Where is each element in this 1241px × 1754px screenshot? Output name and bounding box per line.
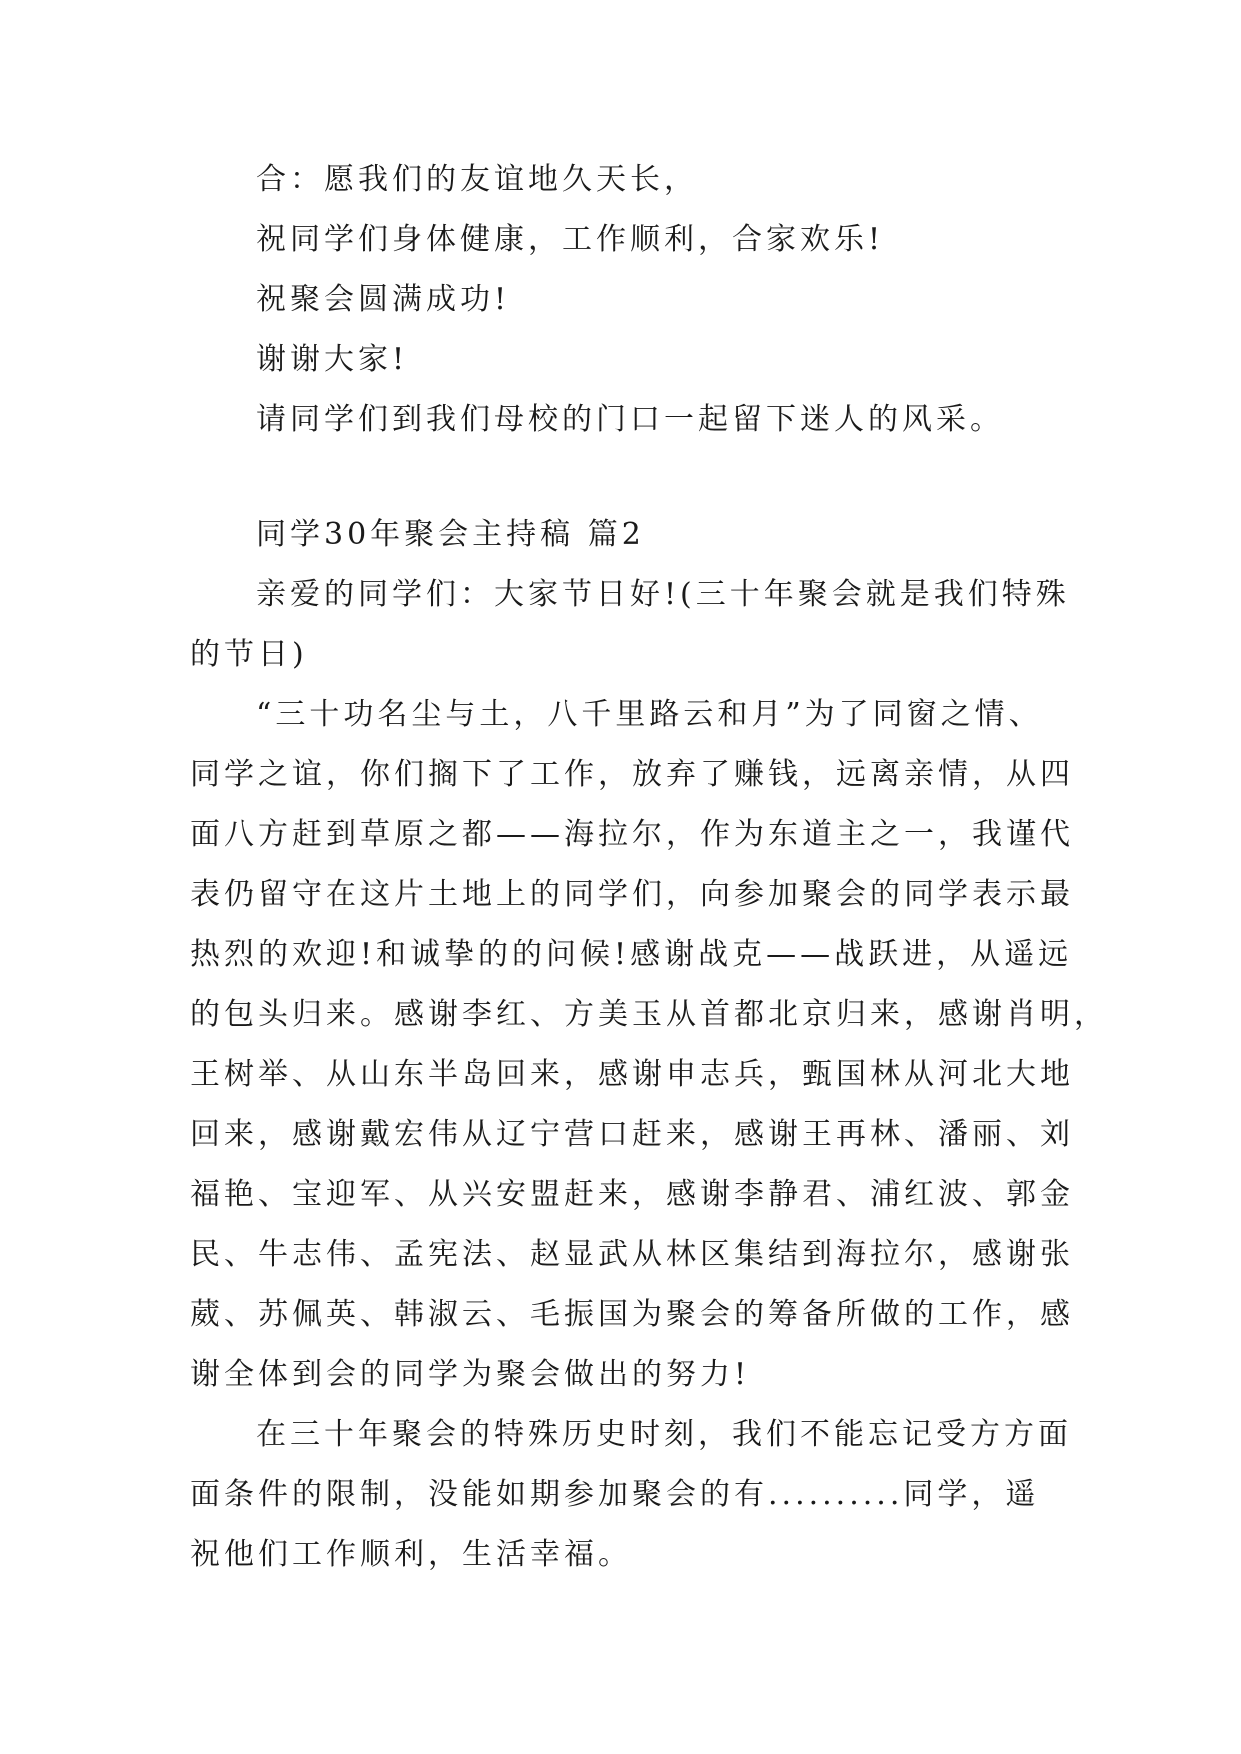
paragraph-line: 面条件的限制，没能如期参加聚会的有..........同学，遥 — [190, 1477, 1040, 1512]
closing-line: 合：愿我们的友谊地久天长， — [256, 162, 698, 197]
paragraph-line: 福艳、宝迎军、从兴安盟赶来，感谢李静君、浦红波、郭金 — [190, 1177, 1074, 1212]
greeting-line: 亲爱的同学们：大家节日好!(三十年聚会就是我们特殊 — [256, 577, 1070, 612]
greeting-line: 的节日) — [190, 637, 308, 672]
paragraph-line: 的包头归来。感谢李红、方美玉从首都北京归来，感谢肖明， — [190, 997, 1108, 1032]
paragraph-line: 回来，感谢戴宏伟从辽宁营口赶来，感谢王再林、潘丽、刘 — [190, 1117, 1074, 1152]
paragraph-line: 热烈的欢迎!和诚挚的的问候!感谢战克——战跃进，从遥远 — [190, 937, 1073, 972]
closing-line: 谢谢大家! — [256, 342, 409, 377]
paragraph-line: 葳、苏佩英、韩淑云、毛振国为聚会的筹备所做的工作，感 — [190, 1297, 1074, 1332]
paragraph-line: “三十功名尘与土，八千里路云和月”为了同窗之情、 — [256, 697, 1043, 732]
paragraph-line: 面八方赶到草原之都——海拉尔，作为东道主之一，我谨代 — [190, 817, 1074, 852]
paragraph-line: 表仍留守在这片土地上的同学们，向参加聚会的同学表示最 — [190, 877, 1074, 912]
section-title: 同学30年聚会主持稿 篇2 — [256, 517, 645, 552]
closing-line: 祝同学们身体健康，工作顺利，合家欢乐! — [256, 222, 885, 257]
paragraph-line: 同学之谊，你们搁下了工作，放弃了赚钱，远离亲情，从四 — [190, 757, 1074, 792]
closing-line: 请同学们到我们母校的门口一起留下迷人的风采。 — [256, 402, 1004, 437]
paragraph-line: 王树举、从山东半岛回来，感谢申志兵，甄国林从河北大地 — [190, 1057, 1074, 1092]
closing-line: 祝聚会圆满成功! — [256, 282, 511, 317]
paragraph-line: 谢全体到会的同学为聚会做出的努力! — [190, 1357, 751, 1392]
paragraph-line: 在三十年聚会的特殊历史时刻，我们不能忘记受方方面 — [256, 1417, 1072, 1452]
paragraph-line: 祝他们工作顺利，生活幸福。 — [190, 1537, 632, 1572]
paragraph-line: 民、牛志伟、孟宪法、赵显武从林区集结到海拉尔，感谢张 — [190, 1237, 1074, 1272]
